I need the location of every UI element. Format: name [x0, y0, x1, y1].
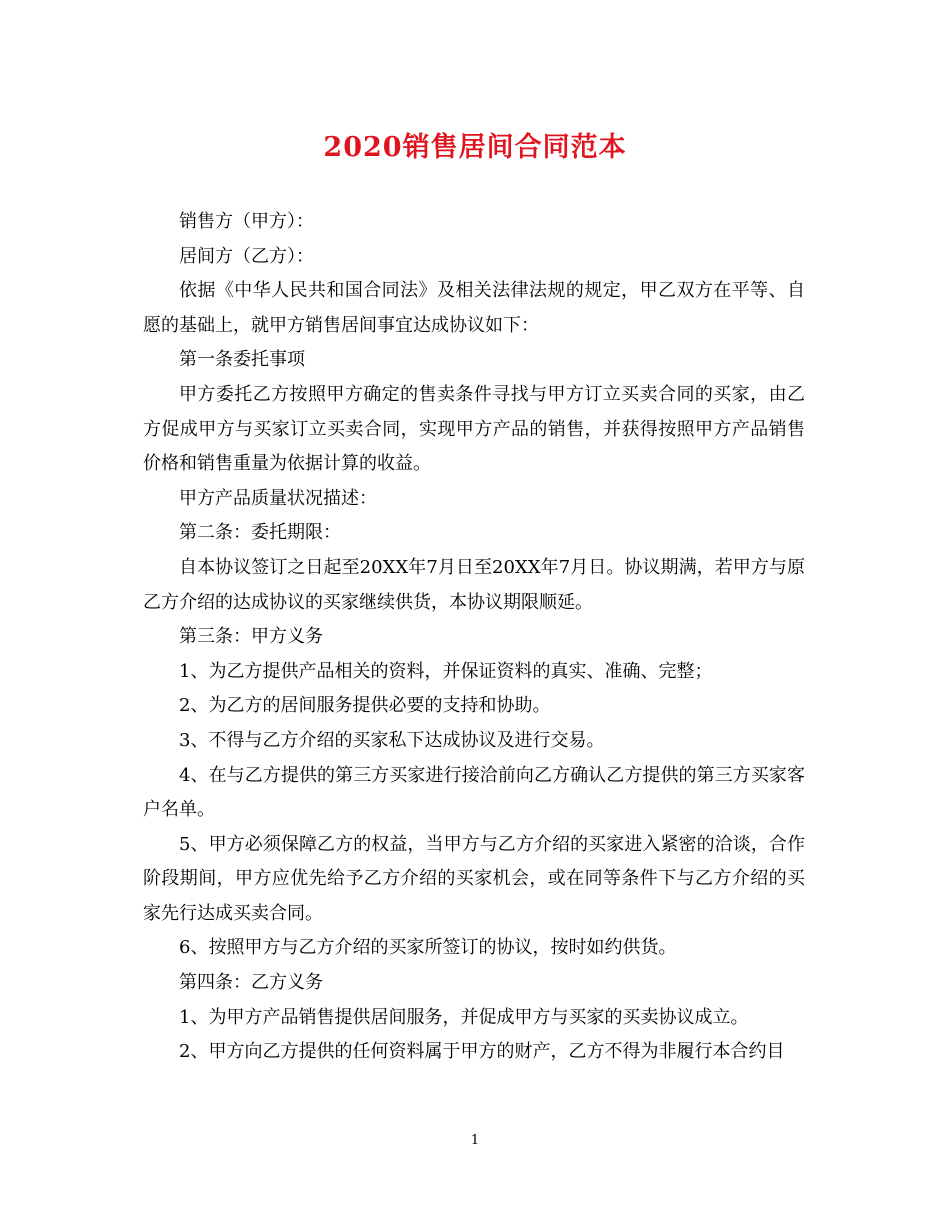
list-item: 3、不得与乙方介绍的买家私下达成协议及进行交易。 [179, 729, 605, 751]
list-item: 6、按照甲方与乙方介绍的买家所签订的协议，按时如约供货。 [179, 937, 677, 959]
list-item: 2、为乙方的居间服务提供必要的支持和协助。 [179, 695, 551, 717]
paragraph: 甲方产品质量状况描述： [179, 487, 377, 509]
list-item: 2、甲方向乙方提供的任何资料属于甲方的财产，乙方不得为非履行本合约目 [179, 1041, 785, 1063]
document-title: 2020销售居间合同范本 [323, 132, 627, 163]
list-item: 5、甲方必须保障乙方的权益，当甲方与乙方介绍的买家进入紧密的洽谈，合作阶段期间，甲方应优先给予乙方介绍的买家机会，或在同等条件下与乙方介绍的买家先行达成买卖合同。 [143, 833, 805, 924]
list-item: 1、为乙方提供产品相关的资料，并保证资料的真实、准确、完整； [179, 660, 713, 682]
paragraph: 自本协议签订之日起至20XX年7月日至20XX年7月日。协议期满，若甲方与原乙方介绍的达成协议的买家继续供货，本协议期限顺延。 [143, 556, 805, 613]
list-item: 1、为甲方产品销售提供居间服务，并促成甲方与买家的买卖协议成立。 [179, 1006, 749, 1028]
section-heading: 第一条委托事项 [179, 349, 305, 371]
section-heading: 第二条：委托期限： [179, 522, 341, 544]
section-heading: 第三条：甲方义务 [179, 626, 323, 648]
document-body [143, 205, 805, 1070]
list-item: 4、在与乙方提供的第三方买家进行接洽前向乙方确认乙方提供的第三方买家客户名单。 [143, 764, 805, 821]
paragraph: 依据《中华人民共和国合同法》及相关法律法规的规定，甲乙双方在平等、自愿的基础上，就甲方销售居间事宜达成协议如下： [143, 280, 805, 336]
paragraph: 甲方委托乙方按照甲方确定的售卖条件寻找与甲方订立买卖合同的买家，由乙方促成甲方与买家订立买卖合同，实现甲方产品的销售，并获得按照甲方产品销售价格和销售重量为依据计算的收益。 [143, 383, 805, 475]
page-number: 1 [470, 1133, 480, 1148]
paragraph: 销售方（甲方）： [179, 211, 314, 232]
section-heading: 第四条：乙方义务 [179, 972, 323, 994]
paragraph: 居间方（乙方）： [179, 245, 314, 267]
